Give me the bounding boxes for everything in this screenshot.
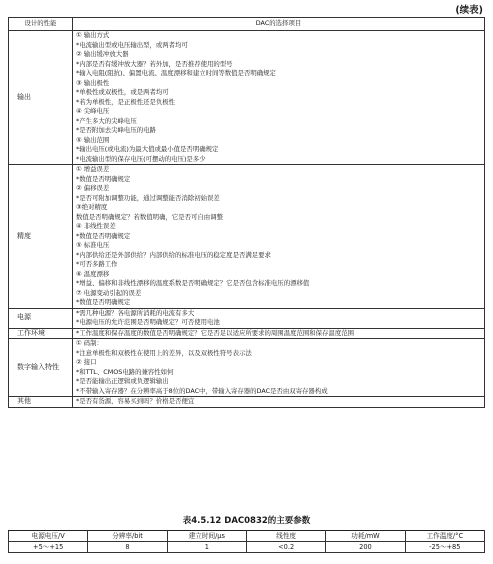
table-row xyxy=(9,339,485,397)
item-line: ⑥ 温度漂移 xyxy=(76,269,110,278)
row-category: 精度 xyxy=(9,165,73,309)
row-items xyxy=(73,328,485,339)
item-line: *数值是否明确规定 xyxy=(76,298,131,306)
param-header: 电源电压/V xyxy=(9,531,88,542)
header-dac-selection-items: DAC的选择项目 xyxy=(73,18,485,31)
item-line: *和TTL、CMOS电路的兼容性如何 xyxy=(76,367,174,376)
table-body xyxy=(9,31,485,408)
item-line: 数值是否明确规定？若数值明确，它是否可自由调整 xyxy=(76,212,223,221)
param-header: 功耗/mW xyxy=(326,531,405,542)
item-line: *注意单极性和双极性在使用上的差异，以及双极性符号表示法 xyxy=(76,348,252,357)
item-line: *是否附加去尖峰电压的电路 xyxy=(76,126,156,134)
item-line: ① 码制： xyxy=(76,339,103,347)
item-line: ⑦ 电源变动引起的误差 xyxy=(76,288,142,297)
table-row xyxy=(9,308,485,328)
table-row xyxy=(9,31,485,165)
row-category: 输出 xyxy=(9,31,73,165)
item-line: *内部供给还是外部供给？内部供给的标准电压的稳定度是否满足要求 xyxy=(76,250,271,259)
item-line: *电流输出型或电压输出型，或两者均可 xyxy=(76,40,188,49)
row-category: 数字输入特性 xyxy=(9,339,73,397)
header-design-performance: 设计的性能 xyxy=(9,18,73,31)
item-line: *内部是否有缓冲放大器？若外加，是否推荐使用的型号 xyxy=(76,59,233,68)
item-line: ② 接口 xyxy=(76,358,97,366)
row-items xyxy=(73,31,485,165)
item-line: *是否有货源，容易买到吗？价格是否便宜 xyxy=(76,397,195,405)
param-value: <0.2 xyxy=(246,542,325,553)
item-line: *工作温度和保存温度的数值是否明确规定？它是否足以适应所要求的周围温度范围和保存温度范围 xyxy=(76,328,354,337)
item-line: ④ 非线性误差 xyxy=(76,222,116,230)
item-line: ① 增益误差 xyxy=(76,165,110,173)
item-line: ③ 输出极性 xyxy=(76,78,110,87)
item-line: *输出电压(或电流)为最大值或最小值是否明确规定 xyxy=(76,145,219,153)
row-items xyxy=(73,397,485,408)
param-header: 工作温度/°C xyxy=(405,531,484,542)
item-line: *数值是否明确规定 xyxy=(76,174,131,183)
item-line: ② 输出缓冲放大器 xyxy=(76,50,129,58)
item-line: ③绝对精度 xyxy=(76,203,108,211)
continued-label: (续表) xyxy=(455,5,483,16)
item-line: *若为单极性，是正极性还是负极性 xyxy=(76,97,176,106)
table-caption: 表4.5.12 DAC0832的主要参数 xyxy=(182,516,311,526)
table-row xyxy=(9,397,485,408)
param-value: -25～+85 xyxy=(405,542,484,553)
item-line: *电源电压的允许范围是否明确规定？可否使用电池 xyxy=(76,318,220,326)
item-line: ① 输出方式 xyxy=(76,31,110,39)
dac-selection-table xyxy=(8,17,485,408)
row-category: 电源 xyxy=(9,308,73,328)
param-value: 1 xyxy=(167,542,246,553)
item-line: ⑤ 标准电压 xyxy=(76,241,110,249)
item-line: *需几种电源？各电源所消耗的电流有多大 xyxy=(76,308,195,317)
item-line: ② 偏移误差 xyxy=(76,184,110,192)
item-line: *数值是否明确规定 xyxy=(76,231,131,240)
params-value-row xyxy=(9,542,485,553)
table-header-row xyxy=(9,18,485,31)
item-line: *不带输入寄存器？在分辨率高于8位的DAC中，带输入寄存器的DAC是否由双寄存器构成 xyxy=(76,386,328,395)
item-line: *产生多大的尖峰电压 xyxy=(76,116,137,125)
item-line: *电流输出型的保存电压(可摆动的电压)是多少 xyxy=(76,154,206,163)
item-line: *可否多路工作 xyxy=(76,260,118,268)
dac0832-params-table xyxy=(8,530,485,553)
param-value: +5～+15 xyxy=(9,542,88,553)
item-line: *是否可附加调整功能，通过调整能否消除初始误差 xyxy=(76,193,220,202)
table-row xyxy=(9,328,485,339)
param-header: 分辨率/bit xyxy=(88,531,167,542)
item-line: *是否能输出正逻辑或负逻辑输出 xyxy=(76,377,169,385)
table-row xyxy=(9,165,485,309)
item-line: ④ 尖峰电压 xyxy=(76,107,110,115)
item-line: ⑤ 输出范围 xyxy=(76,135,110,144)
row-items xyxy=(73,165,485,309)
row-items xyxy=(73,308,485,328)
params-header-row xyxy=(9,531,485,542)
row-items xyxy=(73,339,485,397)
row-category: 其他 xyxy=(9,397,73,408)
item-line: *输入电阻(阻抗)、偏置电流、温度漂移和建立时间等数值是否明确规定 xyxy=(76,69,276,77)
row-category: 工作环境 xyxy=(9,328,73,339)
item-line: *单极性或双极性，或是两者均可 xyxy=(76,88,169,96)
param-header: 建立时间/μs xyxy=(167,531,246,542)
param-value: 200 xyxy=(326,542,405,553)
param-value: 8 xyxy=(88,542,167,553)
param-header: 线性度 xyxy=(246,531,325,542)
item-line: *增益、偏移和非线性漂移的温度系数是否明确规定？它是否包含标准电压的漂移值 xyxy=(76,279,310,287)
